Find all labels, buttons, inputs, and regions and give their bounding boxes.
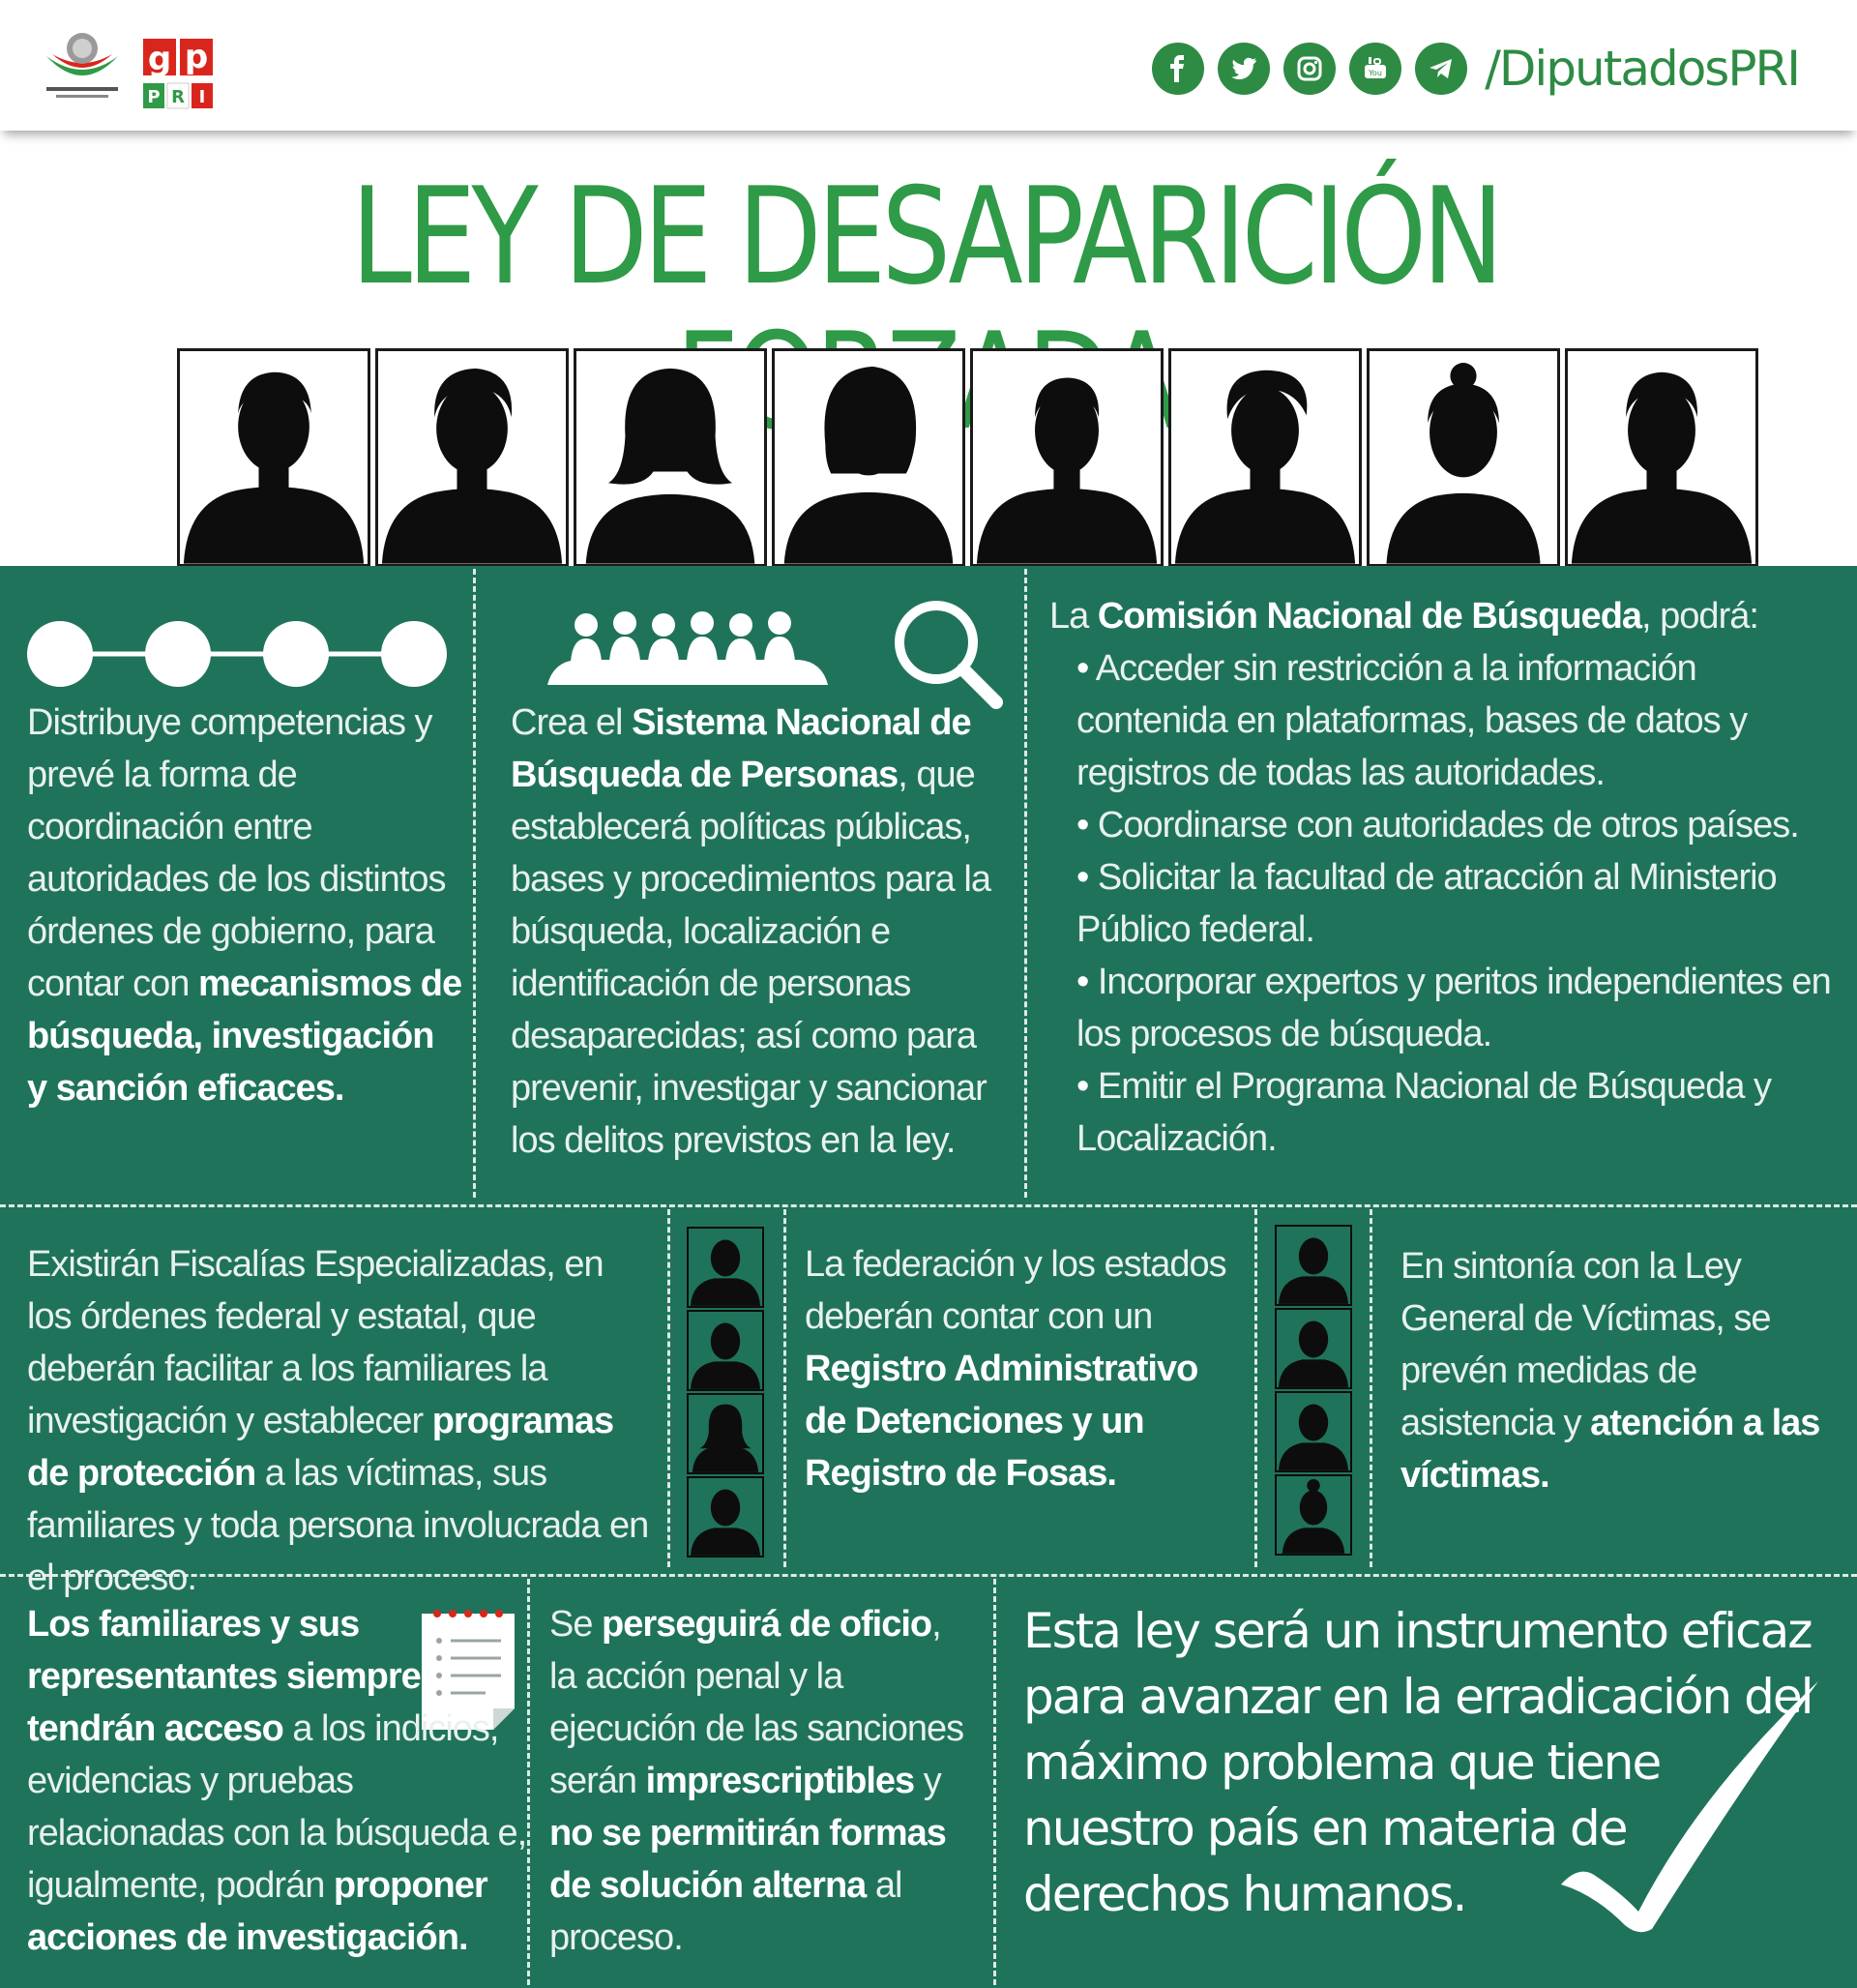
person-silhouette-icon	[1275, 1474, 1352, 1556]
twitter-icon[interactable]	[1218, 43, 1270, 95]
portrait-man-icon	[1565, 348, 1758, 567]
section-comision	[1049, 590, 1835, 1165]
person-silhouette-icon	[687, 1310, 764, 1391]
magnifier-icon	[890, 596, 1004, 710]
divider	[783, 1209, 786, 1567]
telegram-icon[interactable]	[1415, 43, 1467, 95]
silhouette-column	[1275, 1225, 1352, 1558]
svg-text:P: P	[147, 87, 161, 107]
checkmark-icon	[1555, 1676, 1826, 1937]
svg-text:I: I	[198, 87, 206, 107]
list-item: • Solicitar la facultad de atracción al Ministerio Público federal.	[1076, 851, 1835, 956]
portrait-man-icon	[1168, 348, 1362, 567]
instagram-icon[interactable]	[1283, 43, 1336, 95]
section-oficio: Se perseguirá de oficio, la acción penal y la ejecución de las sanciones serán imprescriptibles y no se permitirán formas de solución alterna al proceso.	[549, 1604, 964, 1958]
portrait-woman-icon	[574, 348, 767, 567]
group-people-icon	[547, 611, 828, 687]
svg-text:g: g	[147, 40, 172, 78]
list-item: • Coordinarse con autoridades de otros países.	[1076, 799, 1835, 851]
section-registro: La federación y los estados deberán contar con un Registro Administrativo de Detenciones y un Registro de Fosas.	[805, 1244, 1226, 1494]
divider	[0, 1204, 1857, 1207]
divider	[667, 1209, 670, 1567]
portrait-woman-icon	[772, 348, 965, 567]
gp-pri-logo	[141, 35, 217, 112]
svg-text:R: R	[171, 87, 185, 107]
section-sistema-nacional: Crea el Sistema Nacional de Búsqueda de Personas, que establecerá políticas públicas, bases y procedimientos para la búsqueda, localización e identificación de personas desaparecidas; así como para prevenir, investigar y sancionar los delitos previstos en la ley.	[511, 702, 990, 1161]
youtube-icon[interactable]	[1349, 43, 1401, 95]
portrait-man-icon	[375, 348, 569, 567]
camara-de-diputados-logo	[39, 27, 126, 108]
section-victimas: En sintonía con la Ley General de Víctimas, se prevén medidas de asistencia y atención a las víctimas.	[1400, 1246, 1820, 1496]
divider	[1370, 1209, 1372, 1567]
person-silhouette-icon	[687, 1476, 764, 1558]
connected-circles-icon	[25, 617, 451, 691]
divider	[1024, 569, 1027, 1198]
svg-text:p: p	[184, 38, 209, 76]
list-item: • Incorporar expertos y peritos independientes en los procesos de búsqueda.	[1076, 956, 1835, 1060]
portrait-woman-icon	[1367, 348, 1560, 567]
person-silhouette-icon	[687, 1393, 764, 1474]
section-familiares: Los familiares y sus representantes siempre tendrán acceso a los indicios, evidencias y pruebas relacionadas con la búsqueda e, igualmente, podrán proponer acciones de investigación.	[27, 1604, 527, 1958]
portrait-man-icon	[177, 348, 370, 567]
svg-text:You: You	[1369, 69, 1382, 77]
portrait-row	[177, 348, 1763, 567]
header-bar	[0, 0, 1857, 131]
divider	[1254, 1209, 1257, 1567]
divider	[993, 1579, 996, 1985]
divider	[473, 569, 476, 1198]
portrait-man-icon	[970, 348, 1164, 567]
section-competencias: Distribuye competencias y prevé la forma de coordinación entre autoridades de los distintos órdenes de gobierno, para contar con mecanismos de búsqueda, investigación y sanción eficaces.	[27, 702, 462, 1109]
social-handle[interactable]: /DiputadosPRI	[1485, 41, 1799, 97]
social-links	[1152, 39, 1799, 99]
person-silhouette-icon	[1275, 1391, 1352, 1472]
comision-list	[1049, 642, 1835, 1165]
page-title: LEY DE DESAPARICIÓN	[350, 159, 1500, 314]
closing-statement: Esta ley será un instrumento eficaz para avanzar en la erradicación del máximo problema que tiene nuestro país en materia de derechos humanos.	[1023, 1603, 1813, 1922]
list-item: • Acceder sin restricción a la información contenida en plataformas, bases de datos y registros de todas las autoridades.	[1076, 642, 1835, 799]
comision-intro: La Comisión Nacional de Búsqueda, podrá:	[1049, 596, 1758, 637]
person-silhouette-icon	[687, 1227, 764, 1308]
person-silhouette-icon	[1275, 1308, 1352, 1389]
person-silhouette-icon	[1275, 1225, 1352, 1306]
section-fiscalias: Existirán Fiscalías Especializadas, en los órdenes federal y estatal, que deberán facilitar a los familiares la investigación y establecer programas de protección a las víctimas, sus familiares y toda persona involucrada en el proceso.	[27, 1244, 649, 1598]
silhouette-column	[687, 1227, 764, 1559]
list-item: • Emitir el Programa Nacional de Búsqueda y Localización.	[1076, 1060, 1835, 1165]
facebook-icon[interactable]	[1152, 43, 1204, 95]
